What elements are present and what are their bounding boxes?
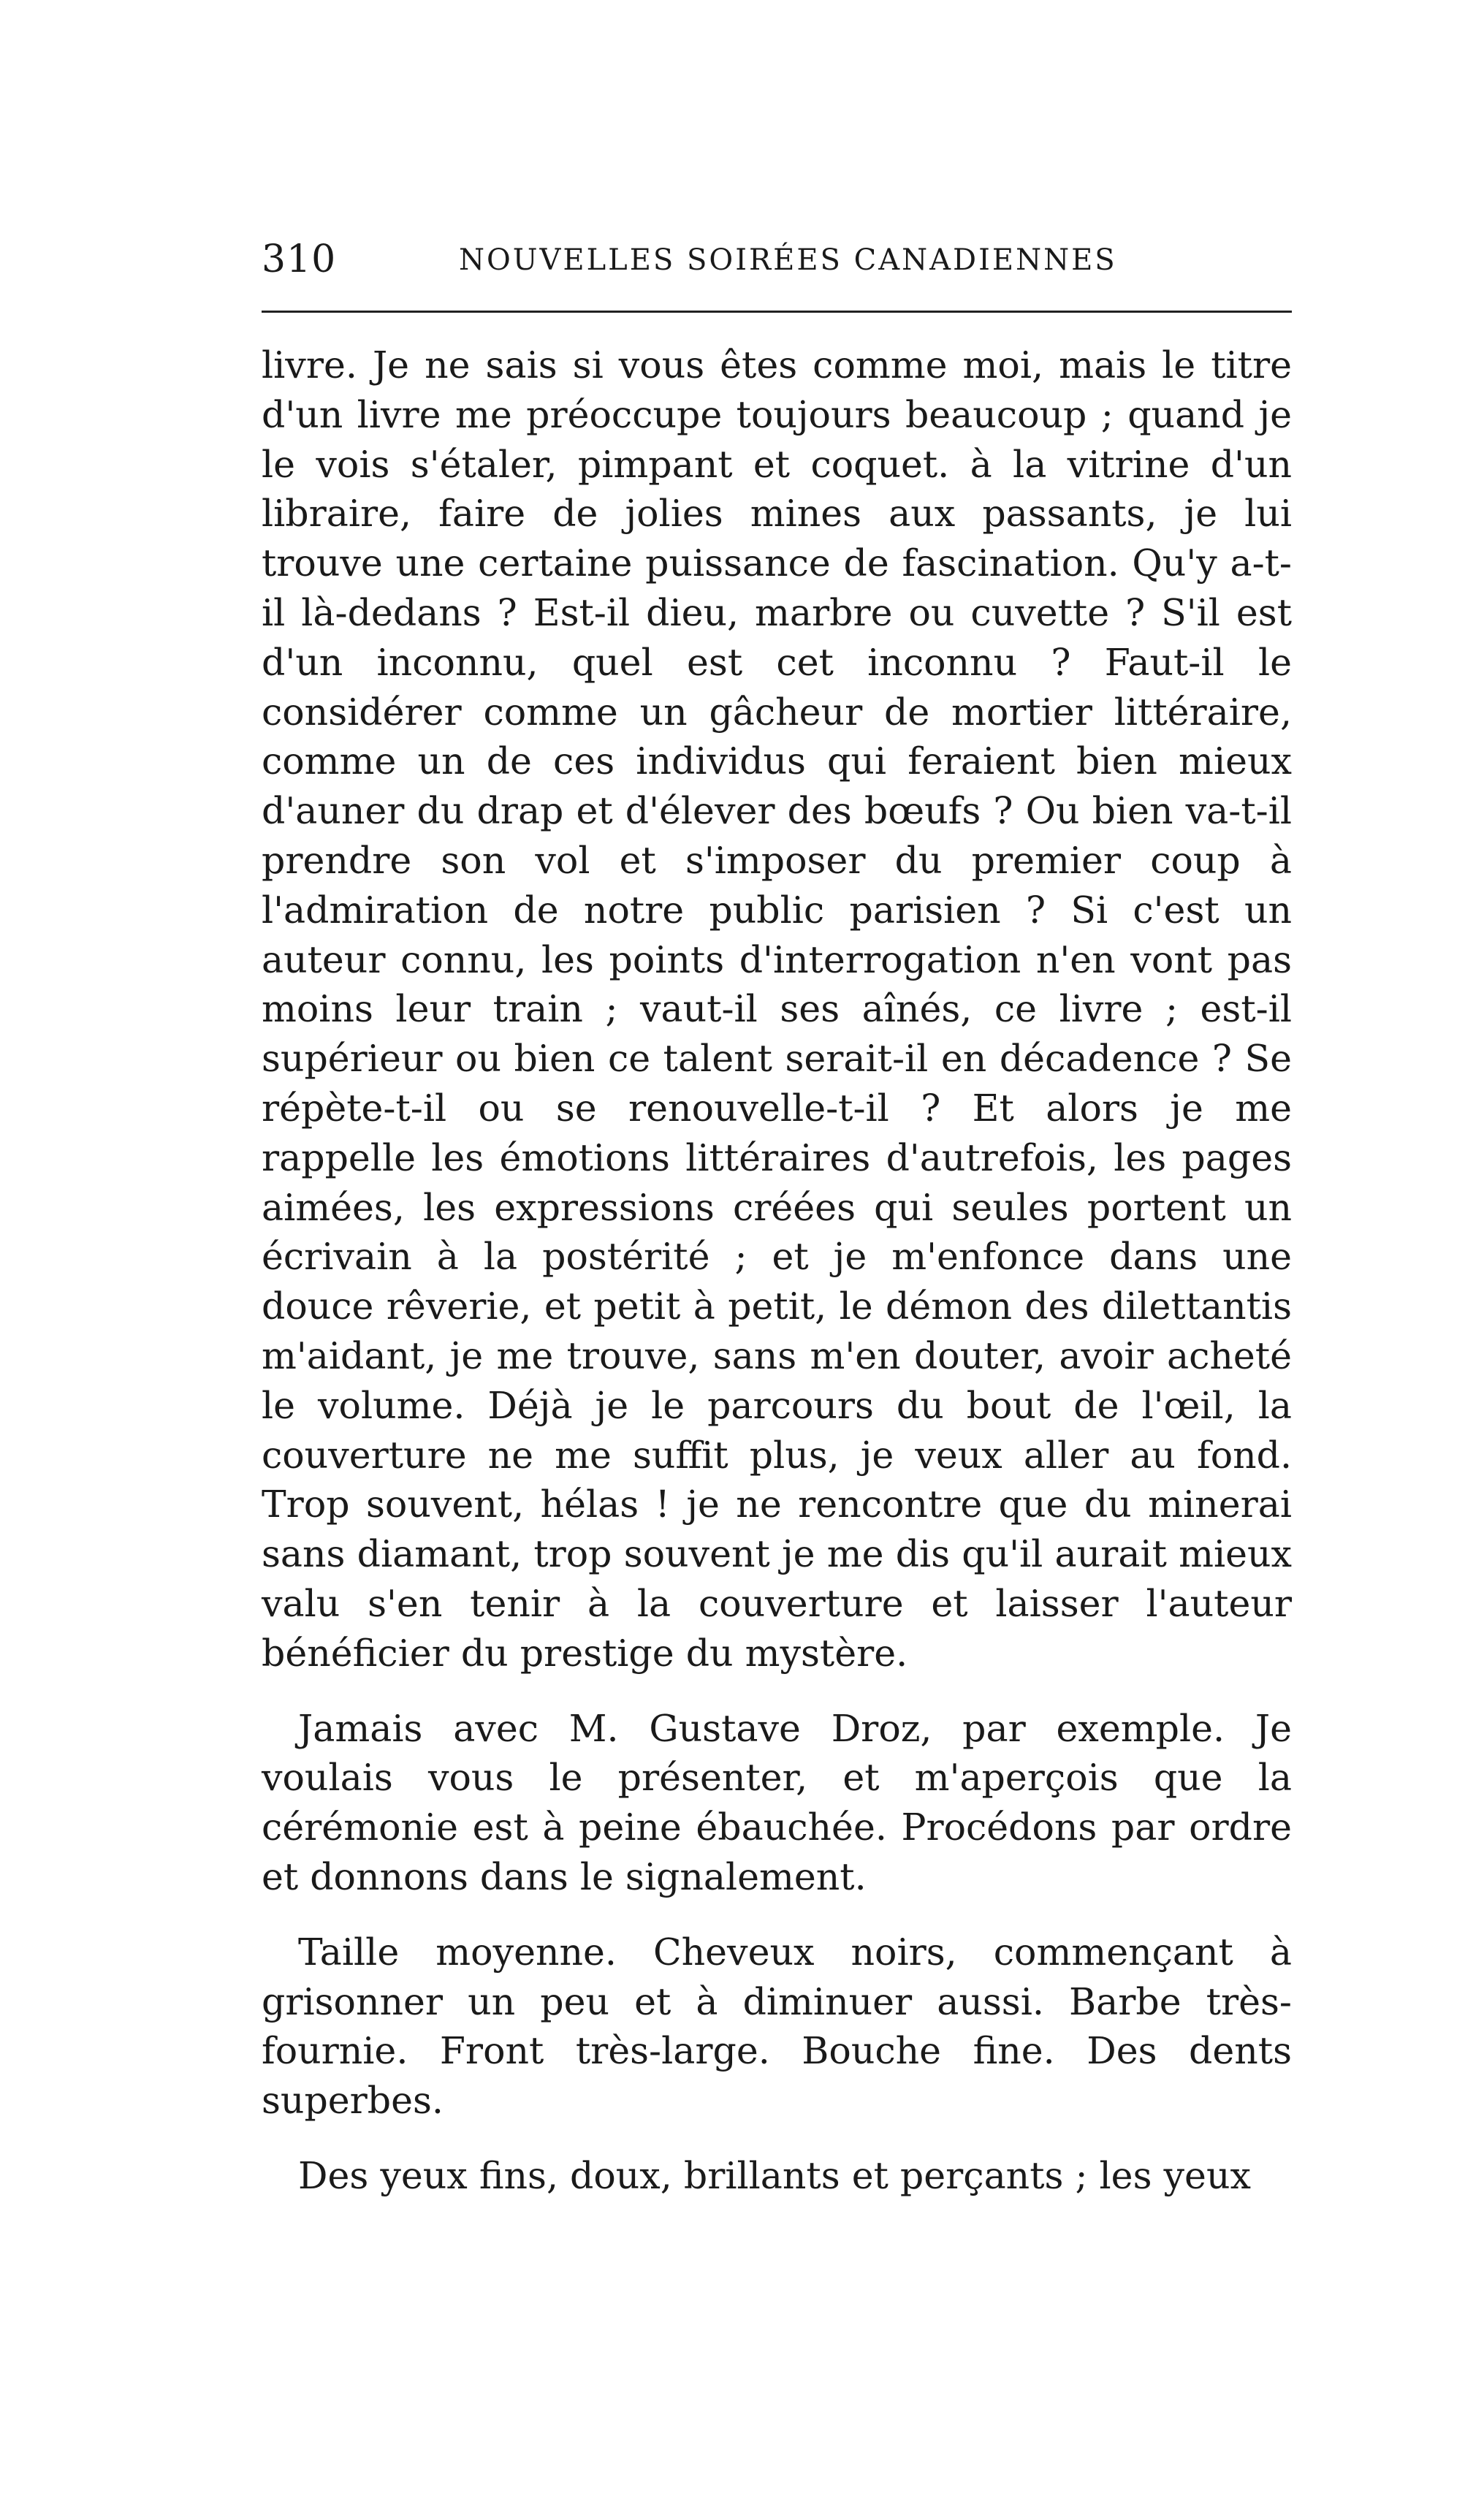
header-rule xyxy=(262,311,1292,313)
page-number: 310 xyxy=(262,237,337,281)
page-header xyxy=(262,234,1292,285)
paragraph-truncated: Des yeux fins, doux, brillants et perçants ; les yeux xyxy=(298,2153,1251,2197)
body-text xyxy=(262,341,1292,2201)
paragraph: Taille moyenne. Cheveux noirs, commençant à grisonner un peu et à diminuer aussi. Barbe très-fournie. Front très-large. Bouche fine. Des dents superbes. xyxy=(262,1930,1292,2123)
paragraph: Jamais avec M. Gustave Droz, par exemple. Je voulais vous le présenter, et m'aperçois que la cérémonie est à peine ébauchée. Procédons par ordre et donnons dans le signalement. xyxy=(262,1706,1292,1898)
paragraph-continued: livre. Je ne sais si vous êtes comme moi, mais le titre d'un livre me préoccupe toujours beaucoup ; quand je le vois s'étaler, pimpant et coquet. à la vitrine d'un libraire, faire de jolies mines aux passants, je lui trouve une certaine puissance de fascination. Qu'y a-t-il là-dedans ? Est-il dieu, marbre ou cuvette ? S'il est d'un inconnu, quel est cet inconnu ? Faut-il le considérer comme un gâcheur de mortier littéraire, comme un de ces individus qui feraient bien mieux d'auner du drap et d'élever des bœufs ? Ou bien va-t-il prendre son vol et s'imposer du premier coup à l'admiration de notre public parisien ? Si c'est un auteur connu, les points d'interrogation n'en vont pas moins leur train ; vaut-il ses aînés, ce livre ; est-il supérieur ou bien ce talent serait-il en décadence ? Se répète-t-il ou se renouvelle-t-il ? Et alors je me rappelle les émotions littéraires d'autrefois, les pages aimées, les expressions créées qui seules portent un écrivain à la postérité ; et je m'enfonce dans une douce rêverie, et petit à petit, le démon des dilettantis m'aidant, je me trouve, sans m'en douter, avoir acheté le volume. Déjà je le parcours du bout de l'œil, la couverture ne me suffit plus, je veux aller au fond. Trop souvent, hélas ! je ne rencontre que du minerai sans diamant, trop souvent je me dis qu'il aurait mieux valu s'en tenir à la couverture et laisser l'auteur bénéficier du prestige du mystère. xyxy=(262,343,1292,1675)
running-title: NOUVELLES SOIRÉES CANADIENNES xyxy=(459,243,1117,277)
